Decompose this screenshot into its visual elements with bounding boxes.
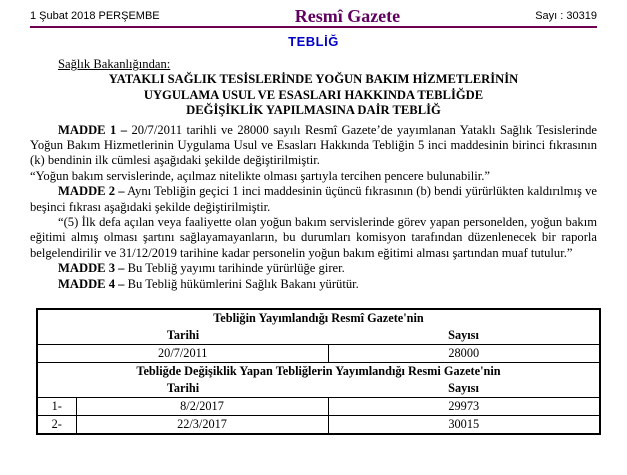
table-row (37, 380, 600, 398)
document-title-line-3: DEĞİŞİKLİK YAPILMASINA DAİR TEBLİĞ (186, 103, 441, 118)
document-body (30, 57, 597, 292)
section1-title: Tebliğin Yayımlandığı Resmî Gazete'nin (37, 309, 600, 327)
s1-number-cell: 28000 (328, 345, 600, 363)
table-row (37, 398, 600, 416)
s2-row1-number: 29973 (328, 398, 600, 416)
table-row (37, 345, 600, 363)
column-header-tarihi: Tarihi (37, 327, 328, 345)
paragraph-quote-1: “Yoğun bakım servislerinde, açılmaz nitelikte olması şartıyla tercihen pencere bulunabilir.” (30, 168, 490, 183)
s2-row2-number: 30015 (328, 416, 600, 435)
s2-row1-date: 8/2/2017 (76, 398, 328, 416)
table-row (37, 363, 600, 381)
s2-row2-date: 22/3/2017 (76, 416, 328, 435)
section-label: TEBLİĞ (288, 34, 339, 49)
masthead (0, 0, 627, 28)
masthead-rule (30, 26, 597, 28)
gazette-masthead-title: Resmî Gazete (294, 6, 401, 26)
publication-info-table (36, 308, 601, 435)
column-header-sayisi: Sayısı (328, 327, 600, 345)
paragraph-madde-4: MADDE 4 – Bu Tebliğ hükümlerini Sağlık Bakanı yürütür. (58, 276, 359, 291)
section2-title: Tebliğde Değişiklik Yapan Tebliğlerin Yayımlandığı Resmi Gazete'nin (37, 363, 600, 381)
s2-row1-index: 1- (37, 398, 76, 416)
table-row (37, 416, 600, 435)
document-title-line-2: UYGULAMA USUL VE ESASLARI HAKKINDA TEBLİĞDE (143, 87, 484, 102)
table-row (37, 327, 600, 345)
issuer-line: Sağlık Bakanlığından: (58, 57, 171, 71)
paragraph-madde-1: MADDE 1 – 20/7/2011 tarihli ve 28000 sayılı Resmî Gazete’de yayımlanan Yataklı Sağlık Tesislerinde Yoğun Bakım Hizmetlerinin Uygulama Usul ve Esasları Hakkında Tebliğin 5 inci maddesinin birinci fıkrasının (k) bendinin ilk cümlesi aşağıdaki şekilde değiştirilmiştir. (30, 122, 598, 168)
gazette-date: 1 Şubat 2018 PERŞEMBE (30, 10, 160, 22)
gazette-issue-number: Sayı : 30319 (535, 10, 597, 22)
s2-row2-index: 2- (37, 416, 76, 435)
paragraph-quote-2: “(5) İlk defa açılan veya faaliyette olan yoğun bakım servislerinde görev yapan personelden, yoğun bakım eğitimi almış olması şartını sağlayamayanların, bu durumları komisyon tarafından düzenlenecek bir raporla belgelendirilir ve 31/12/2019 tarihine kadar personelin yoğun bakım eğitimi alması şartından muaf tutulur.” (30, 215, 597, 260)
paragraph-madde-2: MADDE 2 – Aynı Tebliğin geçici 1 inci maddesinin üçüncü fıkrasının (b) bendi yürürlükten kaldırılmış ve beşinci fıkrası aşağıdaki şekilde değiştirilmiştir. (30, 184, 597, 214)
s1-date-cell: 20/7/2011 (37, 345, 328, 363)
column-header-tarihi-2: Tarihi (37, 380, 328, 398)
document-title-line-1: YATAKLI SAĞLIK TESİSLERİNDE YOĞUN BAKIM HİZMETLERİNİN (108, 72, 519, 87)
table-row (37, 309, 600, 327)
paragraph-madde-3: MADDE 3 – Bu Tebliğ yayımı tarihinde yürürlüğe girer. (58, 261, 345, 276)
column-header-sayisi-2: Sayısı (328, 380, 600, 398)
